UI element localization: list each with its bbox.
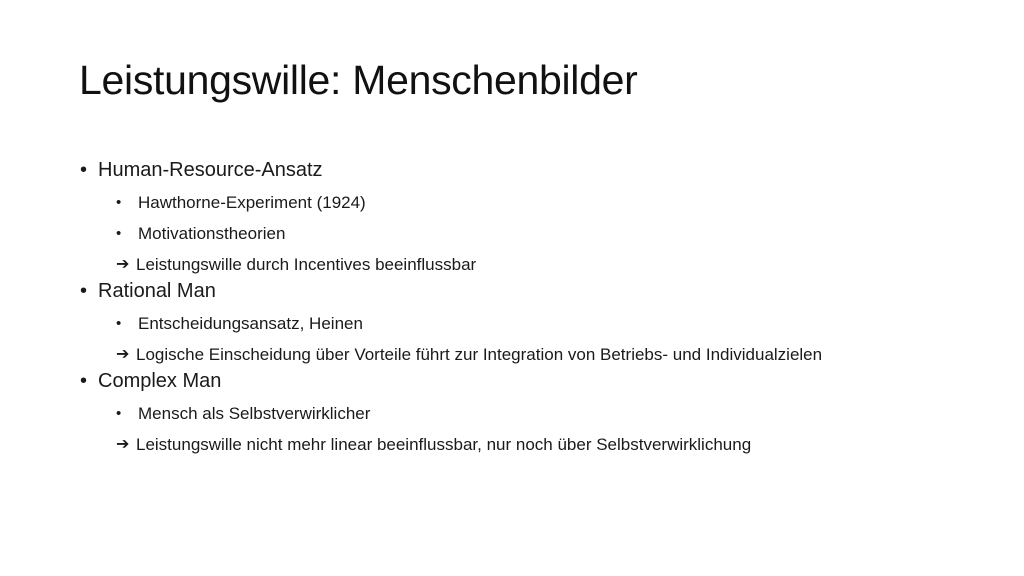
section-human-resource bbox=[80, 156, 980, 277]
list-item bbox=[116, 402, 980, 426]
list-item bbox=[116, 191, 980, 215]
heading-text: Rational Man bbox=[98, 280, 216, 302]
item-text: Leistungswille durch Incentives beeinflussbar bbox=[136, 255, 477, 274]
arrow-right-icon: ➔ bbox=[116, 256, 130, 273]
bullet-icon: • bbox=[116, 194, 122, 211]
bullet-icon: • bbox=[80, 280, 88, 302]
subitems bbox=[116, 312, 980, 367]
bullet-icon: • bbox=[116, 315, 122, 332]
section-heading bbox=[80, 277, 980, 305]
slide-title: Leistungswille: Menschenbilder bbox=[79, 57, 638, 103]
bullet-icon: • bbox=[80, 159, 88, 181]
bullet-icon: • bbox=[116, 225, 122, 242]
item-text: Motivationstheorien bbox=[138, 224, 286, 243]
item-text: Mensch als Selbstverwirklicher bbox=[138, 404, 371, 423]
subitems bbox=[116, 191, 980, 277]
item-text: Logische Einscheidung über Vorteile führt zur Integration von Betriebs- und Individualzielen bbox=[136, 345, 823, 364]
list-item bbox=[116, 222, 980, 246]
subitems bbox=[116, 402, 980, 457]
arrow-item bbox=[116, 433, 946, 457]
section-rational-man bbox=[80, 277, 980, 367]
arrow-item bbox=[116, 253, 946, 277]
slide-content bbox=[80, 156, 980, 457]
item-text: Entscheidungsansatz, Heinen bbox=[138, 314, 363, 333]
item-text: Leistungswille nicht mehr linear beeinflussbar, nur noch über Selbstverwirklichung bbox=[136, 435, 752, 454]
bullet-icon: • bbox=[116, 405, 122, 422]
section-heading bbox=[80, 156, 980, 184]
arrow-item bbox=[116, 343, 946, 367]
section-heading bbox=[80, 367, 980, 395]
section-complex-man bbox=[80, 367, 980, 457]
heading-text: Human-Resource-Ansatz bbox=[98, 159, 323, 181]
list-item bbox=[116, 312, 980, 336]
bullet-icon: • bbox=[80, 370, 88, 392]
arrow-right-icon: ➔ bbox=[116, 436, 130, 453]
item-text: Hawthorne-Experiment (1924) bbox=[138, 193, 366, 212]
heading-text: Complex Man bbox=[98, 370, 222, 392]
arrow-right-icon: ➔ bbox=[116, 346, 130, 363]
